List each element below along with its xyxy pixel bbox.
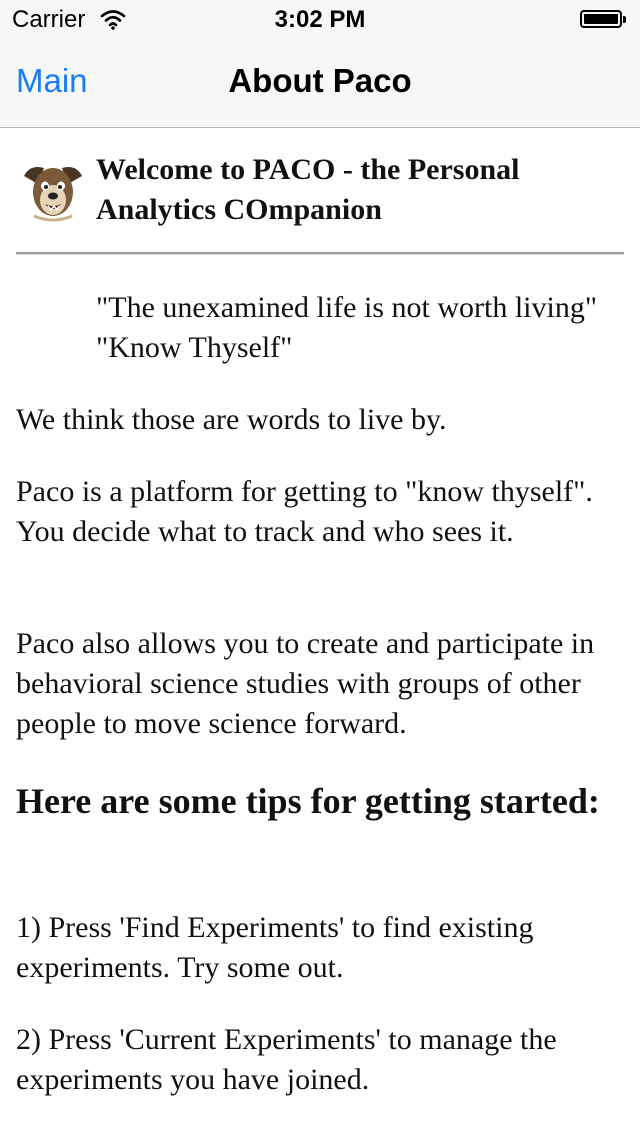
divider <box>16 252 624 255</box>
paco-dog-logo <box>20 158 86 224</box>
page-title: About Paco <box>228 62 412 99</box>
paragraph-studies: Paco also allows you to create and participate in behavioral science studies with groups of other people to move science forward. <box>16 627 595 740</box>
clock: 3:02 PM <box>274 6 366 33</box>
paragraph-intro: We think those are words to live by. <box>16 403 447 436</box>
paragraph-platform: Paco is a platform for getting to "know thyself". You decide what to track and who sees it. <box>16 475 593 548</box>
quote-text: "The unexamined life is not worth living" "Know Thyself" <box>96 291 598 364</box>
tip-find-experiments: 1) Press 'Find Experiments' to find existing experiments. Try some out. <box>16 911 534 984</box>
status-bar <box>0 0 640 40</box>
battery-fill <box>584 14 618 24</box>
welcome-heading: Welcome to PACO - the Personal Analytics COmpanion <box>96 153 520 226</box>
carrier-label: Carrier <box>12 6 86 33</box>
top-bar <box>0 0 640 128</box>
tips-heading: Here are some tips for getting started: <box>16 781 600 821</box>
back-button[interactable]: Main <box>16 62 88 99</box>
battery-icon <box>580 10 628 30</box>
welcome-header <box>16 150 624 240</box>
navigation-bar <box>0 40 640 128</box>
tip-current-experiments: 2) Press 'Current Experiments' to manage the experiments you have joined. <box>16 1023 557 1096</box>
